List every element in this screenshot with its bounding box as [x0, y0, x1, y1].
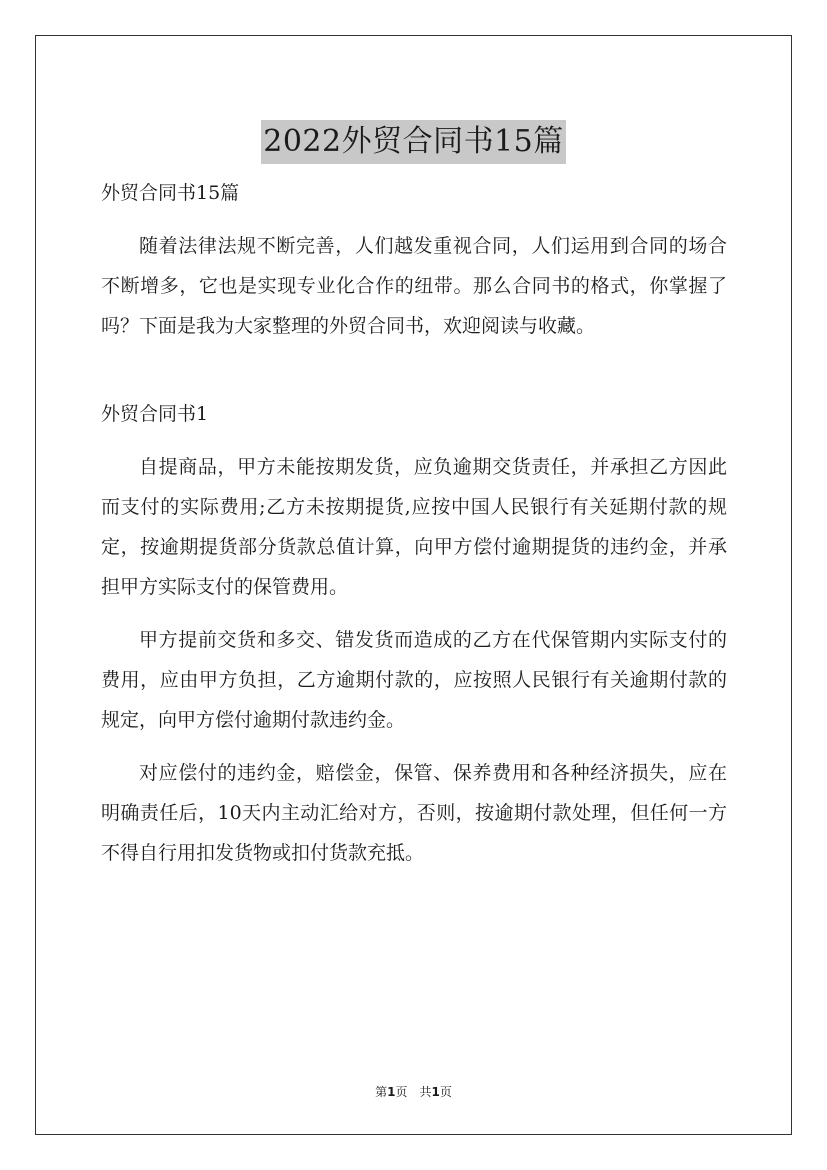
total-prefix: 共	[419, 1085, 432, 1099]
section-heading: 外贸合同书1	[101, 403, 209, 425]
title-container	[0, 100, 827, 184]
total-suffix: 页	[439, 1085, 452, 1099]
page-current: 1	[387, 1085, 396, 1099]
page-suffix: 页	[395, 1085, 408, 1099]
page-total: 1	[431, 1085, 440, 1099]
document-subtitle: 外贸合同书15篇	[101, 182, 240, 204]
document-body	[101, 173, 727, 886]
body-paragraph: 甲方提前交货和多交、错发货而造成的乙方在代保管期内实际支付的费用，应由甲方负担，乙方逾期付款的，应按照人民银行有关逾期付款的规定，向甲方偿付逾期付款违约金。	[101, 629, 727, 731]
page-prefix: 第	[375, 1085, 388, 1099]
document-title: 2022外贸合同书15篇	[261, 120, 566, 164]
body-paragraph: 自提商品，甲方未能按期发货，应负逾期交货责任，并承担乙方因此而支付的实际费用;乙方未按期提货,应按中国人民银行有关延期付款的规定，按逾期提货部分货款总值计算，向甲方偿付逾期提货的违约金，并承担甲方实际支付的保管费用。	[101, 456, 727, 598]
intro-paragraph: 随着法律法规不断完善，人们越发重视合同，人们运用到合同的场合不断增多，它也是实现专业化合作的纽带。那么合同书的格式，你掌握了吗？下面是我为大家整理的外贸合同书，欢迎阅读与收藏。	[101, 235, 727, 337]
page-footer	[0, 1083, 827, 1101]
body-paragraph: 对应偿付的违约金，赔偿金，保管、保养费用和各种经济损失，应在明确责任后，10天内主动汇给对方，否则，按逾期付款处理，但任何一方不得自行用扣发货物或扣付货款充抵。	[101, 762, 727, 864]
